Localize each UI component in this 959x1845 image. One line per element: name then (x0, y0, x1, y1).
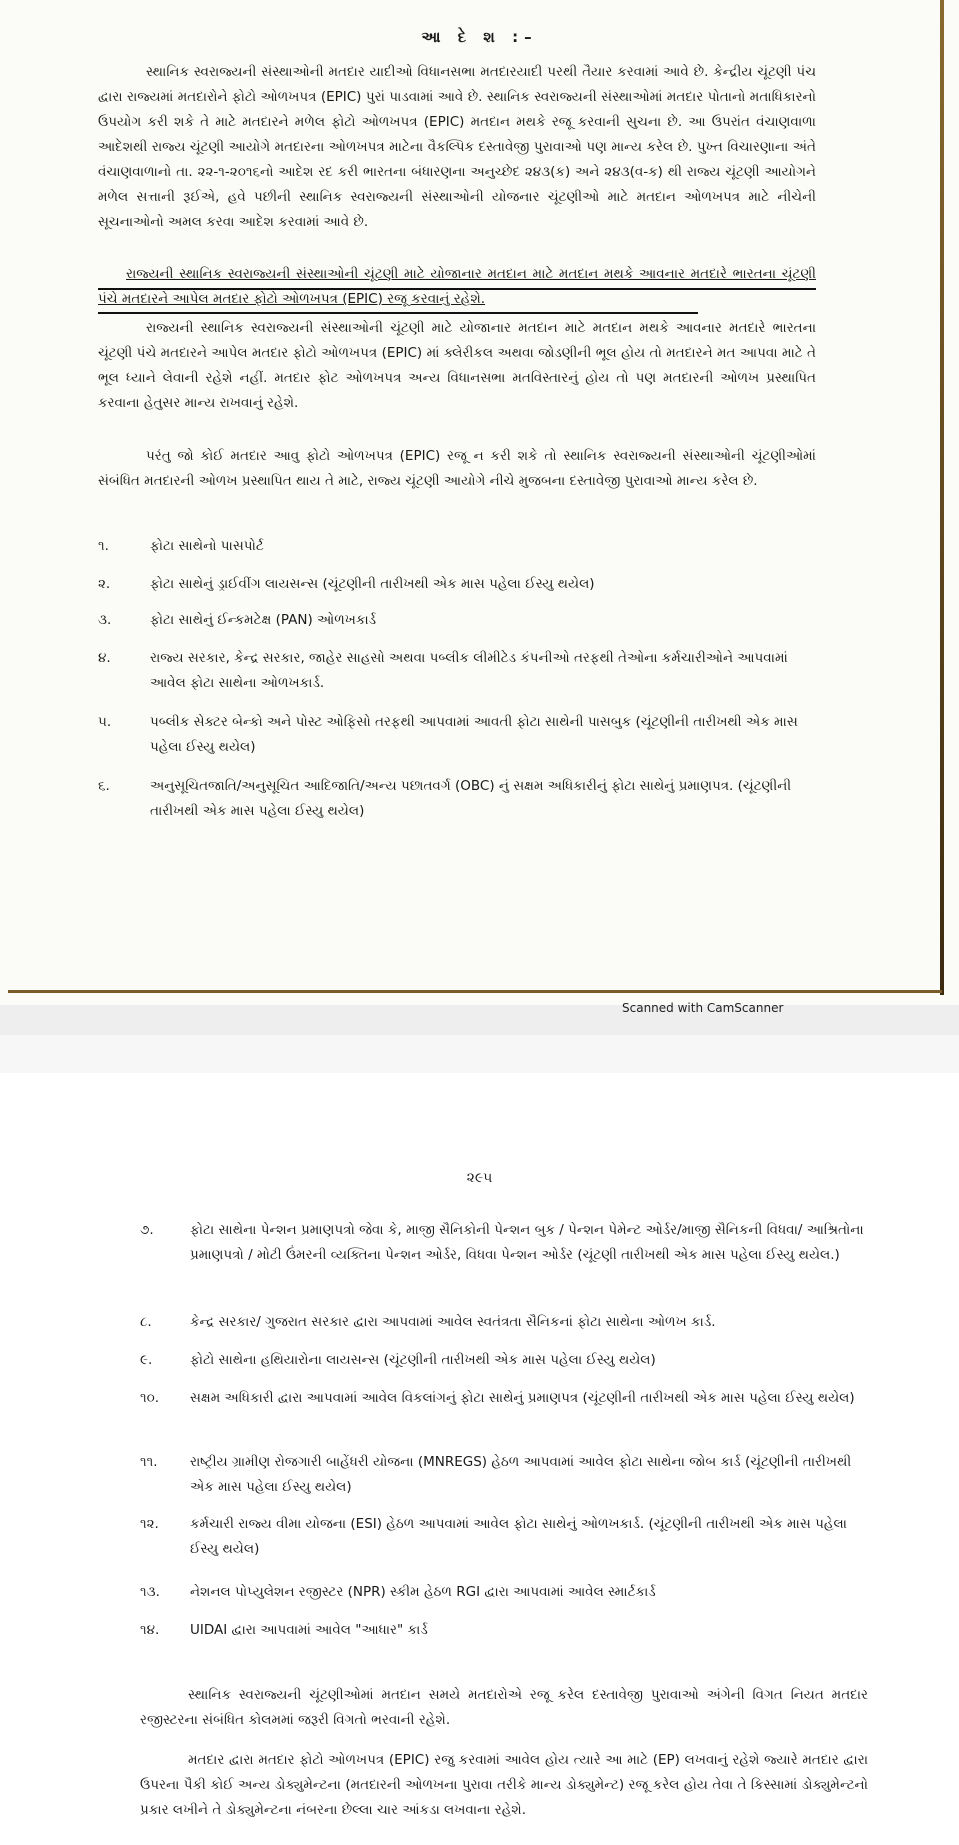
paragraph-ep-marking (140, 1748, 868, 1823)
list-item (98, 608, 816, 633)
list-item (140, 1580, 868, 1605)
list-item-text: પબ્લીક સેક્ટર બેન્કો અને પોસ્ટ ઓફિસો તરફથી આપવામાં આવતી ફોટા સાથેની પાસબુક (ચૂંટણીની તારીખથી એક માસ પહેલા ઈસ્યુ થયેલ) (150, 714, 798, 755)
paragraph-clerical-errors-text: રાજ્યની સ્થાનિક સ્વરાજ્યની સંસ્થાઓની ચૂંટણી માટે યોજાનાર મતદાન માટે મતદાન મથકે આવનાર મતદારે ભારતના ચૂંટણી પંચે મતદારને આપેલ મતદાર ફોટો ઓળખપત્ર (EPIC) માં ક્લેરીકલ અથવા જોડણીની ભૂલ હોય તો મતદારને મત આપવા માટે તે ભૂલ ધ્યાને લેવાની રહેશે નહીં. મતદાર ફોટ ઓળખપત્ર અન્ય વિધાનસભા મતવિસ્તારનું હોય તો પણ મતદારની ઓળખ પ્રસ્થાપિત કરવાના હેતુસર માન્ય રાખવાનું રહેશે. (98, 320, 816, 411)
list-item-number: ૧૩. (140, 1584, 160, 1600)
list-item-text: ફોટા સાથેના પેન્શન પ્રમાણપત્રો જેવા કે, માજી સૈનિકોની પેન્શન બુક / પેન્શન પેમેન્ટ ઓર્ડર/માજી સૈનિકની વિધવા/ આશ્રિતોના પ્રમાણપત્રો / મોટી ઉંમરની વ્યક્તિના પેન્શન ઓર્ડર, વિધવા પેન્શન ઓર્ડર (ચૂંટણી તારીખથી એક માસ પહેલા ઈસ્યુ થયેલ.) (190, 1222, 864, 1263)
list-item (98, 710, 816, 760)
list-item (98, 534, 816, 559)
list-item (98, 774, 816, 824)
paragraph-intro (98, 60, 816, 235)
list-item-text: કેન્દ્ર સરકાર/ ગુજરાત સરકાર દ્વારા આપવામાં આવેલ સ્વતંત્રતા સૈનિકનાં ફોટા સાથેના ઓળખ કાર્ડ. (190, 1314, 716, 1330)
paragraph-epic-requirement-text: રાજ્યની સ્થાનિક સ્વરાજ્યની સંસ્થાઓની ચૂંટણી માટે યોજાનાર મતદાન માટે મતદાન મથકે આવનાર મતદારે ભારતના ચૂંટણી પંચે મતદારને આપેલ મતદાર ફોટો ઓળખપત્ર (EPIC) રજૂ કરવાનું રહેશે. (98, 266, 816, 307)
scanner-watermark: Scanned with CamScanner (622, 1001, 784, 1015)
paragraph-alternate-documents (98, 444, 816, 494)
list-item-number: ૩. (98, 612, 112, 628)
list-item-text: નેશનલ પોપ્યુલેશન રજીસ્ટર (NPR) સ્કીમ હેઠળ RGI દ્વારા આપવામાં આવેલ સ્માર્ટકાર્ડ (190, 1584, 656, 1600)
page-separator-shade (0, 1035, 959, 1073)
list-item-number: ૧. (98, 538, 109, 554)
list-item-number: ૧૪. (140, 1622, 160, 1638)
list-item (140, 1512, 868, 1562)
list-item-number: ૪. (98, 650, 111, 666)
list-item-number: ૫. (98, 714, 112, 730)
list-item-text: રાજ્ય સરકાર, કેન્દ્ર સરકાર, જાહેર સાહસો અથવા પબ્લીક લીમીટેડ કંપનીઓ તરફથી તેઓના કર્મચારીઓને આપવામાં આવેલ ફોટા સાથેના ઓળખકાર્ડ. (150, 650, 788, 691)
list-item-text: ફોટા સાથેનો પાસપોર્ટ (150, 538, 264, 554)
paragraph-ep-marking-text: મતદાર દ્વારા મતદાર ફોટો ઓળખપત્ર (EPIC) રજુ કરવામાં આવેલ હોય ત્યારે આ માટે (EP) લખવાનું રહેશે જ્યારે મતદાર દ્વારા ઉપરના પૈકી કોઈ અન્ય ડોક્યુમેન્ટના (મતદારની ઓળખના પુરાવા તરીકે માન્ય ડોક્યુમેન્ટ) રજૂ કરેલ હોય તેવા તે કિસ્સામાં ડોક્યુમેન્ટનો પ્રકાર લખીને તે ડોક્યુમેન્ટના નંબરના છેલ્લા ચાર આંકડા લખવાના રહેશે. (140, 1752, 868, 1818)
list-item-text: અનુસૂચિતજાતિ/અનુસૂચિત આદિજાતિ/અન્ય પછાતવર્ગ (OBC) નું સક્ષમ અધિકારીનું ફોટા સાથેનું પ્રમાણપત્ર. (ચૂંટણીની તારીખથી એક માસ પહેલા ઈસ્યુ થયેલ) (150, 778, 792, 819)
list-item-number: ૭. (140, 1222, 154, 1238)
list-item-text: કર્મચારી રાજ્ય વીમા યોજના (ESI) હેઠળ આપવામાં આવેલ ફોટા સાથેનું ઓળખકાર્ડ. (ચૂંટણીની તારીખથી એક માસ પહેલા ઈસ્યુ થયેલ) (190, 1516, 847, 1557)
list-item-text: ફોટા સાથેનું ઈન્કમટેક્ષ (PAN) ઓળખકાર્ડ (150, 612, 377, 628)
list-item-number: ૬. (98, 778, 110, 794)
list-item-text: સક્ષમ અધિકારી દ્વારા આપવામાં આવેલ વિકલાંગનું ફોટા સાથેનું પ્રમાણપત્ર (ચૂંટણીની તારીખથી એક માસ પહેલા ઈસ્યુ થયેલ) (190, 1390, 855, 1406)
list-item-text: રાષ્ટ્રીય ગ્રામીણ રોજગારી બાહેંધરી યોજના (MNREGS) હેઠળ આપવામાં આવેલ ફોટા સાથેના જોબ કાર્ડ (ચૂંટણીની તારીખથી એક માસ પહેલા ઈસ્યુ થયેલ) (190, 1454, 852, 1495)
list-item-number: ૧૨. (140, 1516, 159, 1532)
list-item (98, 572, 816, 597)
underline-rule-2 (98, 312, 698, 314)
scan-edge-right (940, 0, 944, 995)
list-item (140, 1618, 868, 1643)
list-item-number: ૧૧. (140, 1454, 158, 1470)
list-item-number: ૧૦. (140, 1390, 160, 1406)
list-item-number: ૨. (98, 576, 111, 592)
paragraph-register-details (140, 1683, 868, 1733)
order-heading: આ દે શ :– (421, 28, 538, 46)
list-item-text: ફોટો સાથેના હથિયારોના લાયસન્સ (ચૂંટણીની તારીખથી એક માસ પહેલા ઈસ્યુ થયેલ) (190, 1352, 656, 1368)
list-item (140, 1310, 868, 1335)
list-item-text: UIDAI દ્વારા આપવામાં આવેલ "આધાર" કાર્ડ (190, 1622, 428, 1638)
paragraph-alternate-documents-text: પરંતુ જો કોઈ મતદાર આવુ ફોટો ઓળખપત્ર (EPIC) રજૂ ન કરી શકે તો સ્થાનિક સ્વરાજ્યની સંસ્થાઓની ચૂંટણીઓમાં સંબંધિત મતદારની ઓળખ પ્રસ્થાપિત થાય તે માટે, રાજ્ય ચૂંટણી આયોગે નીચે મુજબના દસ્તાવેજી પુરાવાઓ માન્ય કરેલ છે. (98, 448, 816, 489)
list-item (140, 1386, 868, 1436)
paragraph-clerical-errors (98, 316, 816, 416)
list-item-number: ૮. (140, 1314, 152, 1330)
scan-edge-bottom (8, 990, 942, 993)
paragraph-epic-requirement (98, 262, 816, 312)
list-item-text: ફોટા સાથેનું ડ્રાઈવીંગ લાયસન્સ (ચૂંટણીની તારીખથી એક માસ પહેલા ઈસ્યુ થયેલ) (150, 576, 595, 592)
list-item-number: ૯. (140, 1352, 153, 1368)
list-item (140, 1348, 868, 1373)
paragraph-intro-text: સ્થાનિક સ્વરાજ્યની સંસ્થાઓની મતદાર યાદીઓ વિધાનસભા મતદારયાદી પરથી તૈયાર કરવામાં આવે છે. કેન્દ્રીય ચૂંટણી પંચ દ્વારા રાજ્યમાં મતદારોને ફોટો ઓળખપત્ર (EPIC) પુરાં પાડવામાં આવે છે. સ્થાનિક સ્વરાજ્યની સંસ્થાઓમાં મતદાર પોતાનો મતાધિકારનો ઉપયોગ કરી શકે તે માટે મતદારને મળેલ ફોટો ઓળખપત્ર (EPIC) મતદાન મથકે રજૂ કરવાની સુચના છે. આ ઉપરાંત વંચાણવાળા આદેશથી રાજ્ય ચૂંટણી આયોગે મતદારના ઓળખપત્ર માટેના વૈકલ્પિક દસ્તાવેજી પુરાવાઓ પણ માન્ય કરેલ છે. પુખ્ત વિચારણાના અંતે વંચાણવાળાનો તા. ૨૨-૧-૨૦૧૬નો આદેશ રદ કરી ભારતના બંધારણના અનુચ્છેદ ૨૪૩(ક) અને ૨૪૩(વ-ક) થી રાજ્ય ચૂંટણી આયોગને મળેલ સત્તાની રૂઈએ, હવે પછીની સ્થાનિક સ્વરાજ્યની સંસ્થાઓની યોજનાર ચૂંટણીઓ માટે મતદાન ઓળખપત્ર માટે નીચેની સૂચનાઓનો અમલ કરવા આદેશ કરવામાં આવે છે. (98, 64, 816, 230)
underline-rule-1 (98, 288, 816, 290)
page-number: ૨૯૫ (466, 1170, 493, 1186)
list-item (140, 1450, 868, 1500)
list-item (140, 1218, 868, 1293)
paragraph-register-details-text: સ્થાનિક સ્વરાજ્યની ચૂંટણીઓમાં મતદાન સમયે મતદારોએ રજૂ કરેલ દસ્તાવેજી પુરાવાઓ અંગેની વિગત નિયત મતદાર રજીસ્ટરના સંબંધિત કોલમમાં જરૂરી વિગતો ભરવાની રહેશે. (140, 1687, 868, 1728)
list-item (98, 646, 816, 696)
